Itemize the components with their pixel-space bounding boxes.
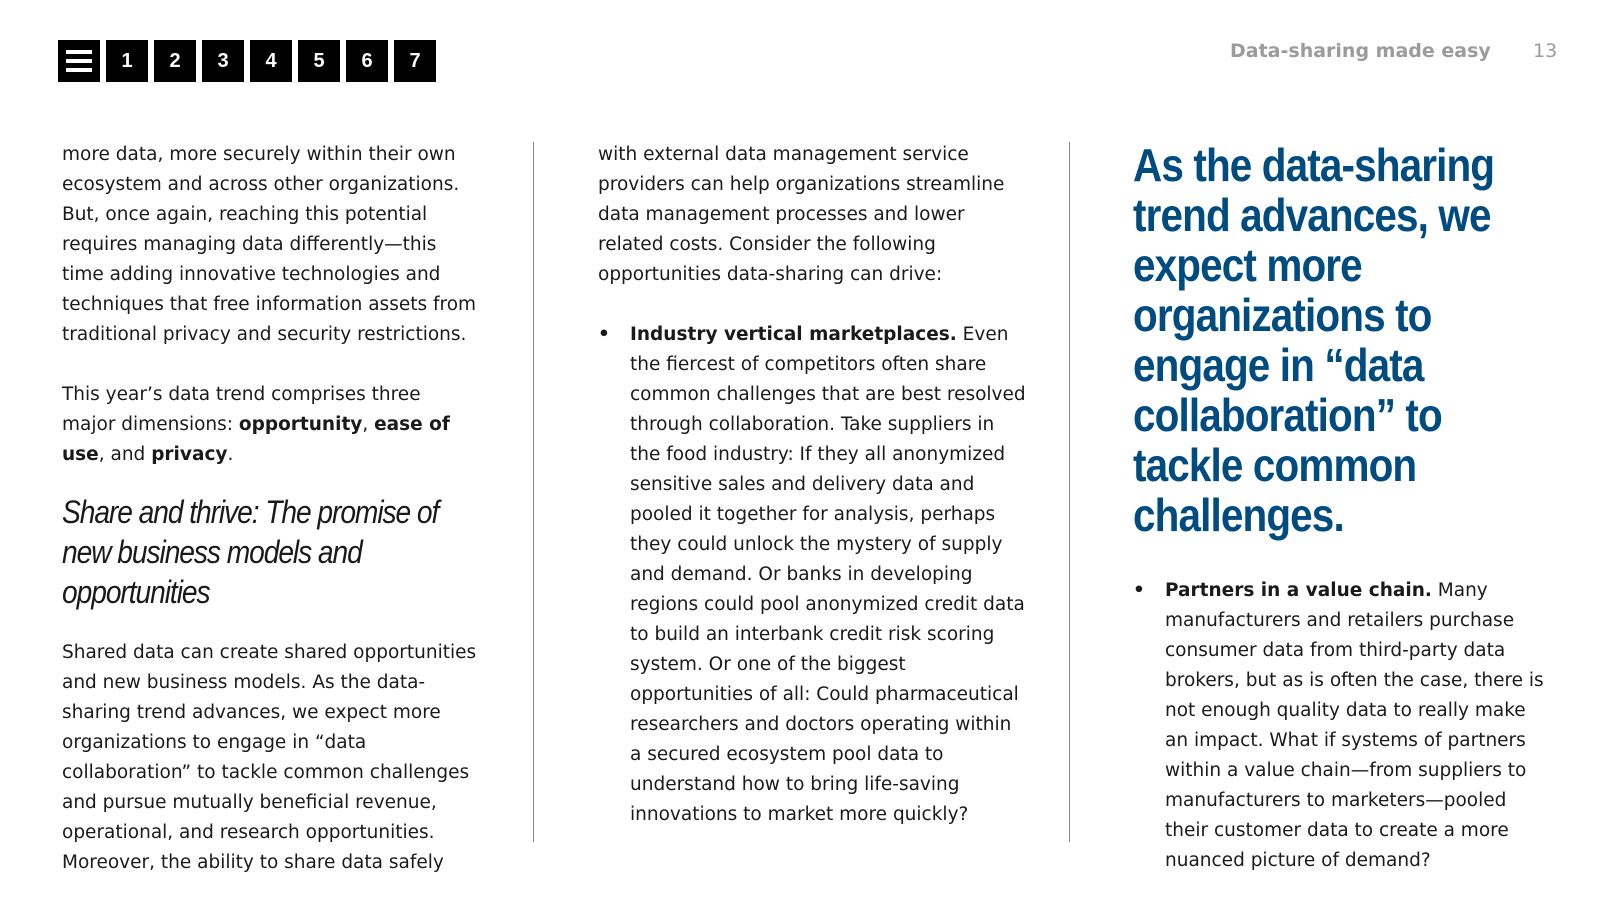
page-2-button[interactable]: 2 [154, 40, 196, 82]
column-2 [598, 140, 1026, 830]
bullet-title: Industry vertical marketplaces. [630, 324, 957, 345]
bullet-marker: • [598, 324, 610, 345]
dimension-end-punct: . [227, 444, 234, 465]
bullet-body: Many manufacturers and retailers purchase consumer data from third-party data brokers, but as is often the case, there is not enough quality data to really make an impact. What if systems of partners within a value chain—from suppliers to manufacturers to marketers—pooled their customer data to create a more nuanced picture of demand? [1165, 580, 1544, 871]
pull-quote: As the data-sharing trend advances, we expect more organizations to engage in “data collaboration” to tackle common challenges. [1133, 139, 1495, 541]
section-subheading: Share and thrive: The promise of new business models and opportunities [62, 494, 439, 610]
column-1 [62, 140, 477, 878]
page-4-button[interactable]: 4 [250, 40, 292, 82]
page-7-button[interactable]: 7 [394, 40, 436, 82]
dimension-ease-of-use: ease of use [62, 414, 450, 465]
bullet-industry-marketplaces [598, 320, 1026, 830]
intro-paragraph: more data, more securely within their own ecosystem and across other organizations. But, once again, reaching this potential requires managing data differently—this time adding innovative technologies and techniques that free information assets from traditional privacy and security restrictions. [62, 144, 477, 345]
dimension-privacy: privacy [151, 444, 228, 465]
shared-data-paragraph: Shared data can create shared opportunities and new business models. As the data-sharing trend advances, we expect more organizations to engage in “data collaboration” to tackle common challenges and pursue mutually beneficial revenue, operational, and research opportunities. Moreover, the ability to share data safely [62, 642, 477, 873]
menu-button[interactable] [58, 40, 100, 82]
page-3-button[interactable]: 3 [202, 40, 244, 82]
bullet-title: Partners in a value chain. [1165, 580, 1432, 601]
page-1-button[interactable]: 1 [106, 40, 148, 82]
service-providers-paragraph: with external data management service providers can help organizations streamline data management processes and lower related costs. Consider the following opportunities data-sharing can drive: [598, 144, 1005, 285]
dimensions-paragraph [62, 380, 477, 470]
bullet-value-chain [1133, 576, 1548, 876]
page-number: 13 [1533, 40, 1558, 62]
document-title: Data-sharing made easy [1230, 40, 1491, 62]
dimension-separator-1: , [362, 414, 375, 435]
dimensions-lead-text: This year’s data trend comprises three major dimensions: [62, 384, 421, 435]
bullet-body: Even the fiercest of competitors often share common challenges that are best resolved through collaboration. Take suppliers in the food industry: If they all anonymized sensitive sales and delivery data and pooled it together for analysis, perhaps they could unlock the mystery of supply and demand. Or banks in developing regions could pool anonymized credit data to build an interbank credit risk scoring system. Or one of the biggest opportunities of all: Could pharmaceutical researchers and doctors operating within a secured ecosystem pool data to understand how to bring life-saving innovations to market more quickly? [630, 324, 1026, 825]
hamburger-menu-icon [66, 50, 92, 72]
column-divider-1 [533, 142, 534, 842]
page-6-button[interactable]: 6 [346, 40, 388, 82]
dimension-opportunity: opportunity [238, 414, 363, 435]
bullet-marker: • [1133, 580, 1145, 601]
dimension-separator-2: , and [98, 444, 152, 465]
page-5-button[interactable]: 5 [298, 40, 340, 82]
column-divider-2 [1069, 142, 1070, 842]
column-3 [1133, 140, 1548, 876]
page-navigation [58, 40, 436, 82]
